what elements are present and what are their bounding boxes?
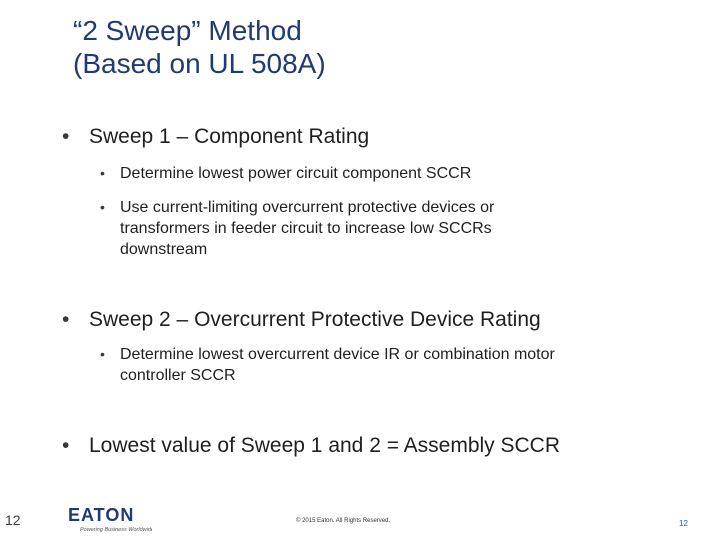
slide-number: 12	[679, 519, 688, 528]
sub-bullet-text	[120, 197, 494, 260]
title-line-1: “2 Sweep” Method	[73, 15, 302, 46]
bullet-text: Lowest value of Sweep 1 and 2 = Assembly SCCR	[89, 434, 561, 457]
bullet-dot: •	[62, 125, 70, 148]
eaton-logo	[68, 505, 152, 533]
sub-bullet-line: transformers in feeder circuit to increase low SCCRs	[120, 220, 492, 237]
sub-bullet-line: downstream	[120, 241, 208, 258]
svg-text:EATON: EATON	[68, 505, 135, 525]
eaton-logo-icon	[68, 505, 152, 533]
page-number: 12	[5, 512, 21, 528]
sub-bullet-dot: •	[100, 346, 105, 362]
svg-text:Powering Business Worldwide: Powering Business Worldwide	[80, 527, 152, 533]
bullet-dot: •	[62, 308, 70, 331]
title-line-2: (Based on UL 508A)	[73, 48, 326, 79]
bullet-text: Sweep 1 – Component Rating	[89, 125, 370, 148]
sub-bullet-text	[120, 163, 471, 184]
sub-bullet-text	[120, 344, 555, 386]
sub-bullet-dot: •	[100, 165, 105, 181]
copyright-text: © 2015 Eaton. All Rights Reserved.	[296, 518, 391, 524]
sub-bullet-line: Determine lowest power circuit component SCCR	[120, 165, 472, 182]
bullet-dot: •	[62, 434, 70, 457]
bullet-text: Sweep 2 – Overcurrent Protective Device Rating	[89, 308, 541, 331]
sub-bullet-line: Use current-limiting overcurrent protective devices or	[120, 199, 495, 216]
sub-bullet-line: Determine lowest overcurrent device IR or combination motor	[120, 346, 555, 363]
sub-bullet-line: controller SCCR	[120, 367, 236, 384]
sub-bullet-dot: •	[100, 199, 105, 215]
